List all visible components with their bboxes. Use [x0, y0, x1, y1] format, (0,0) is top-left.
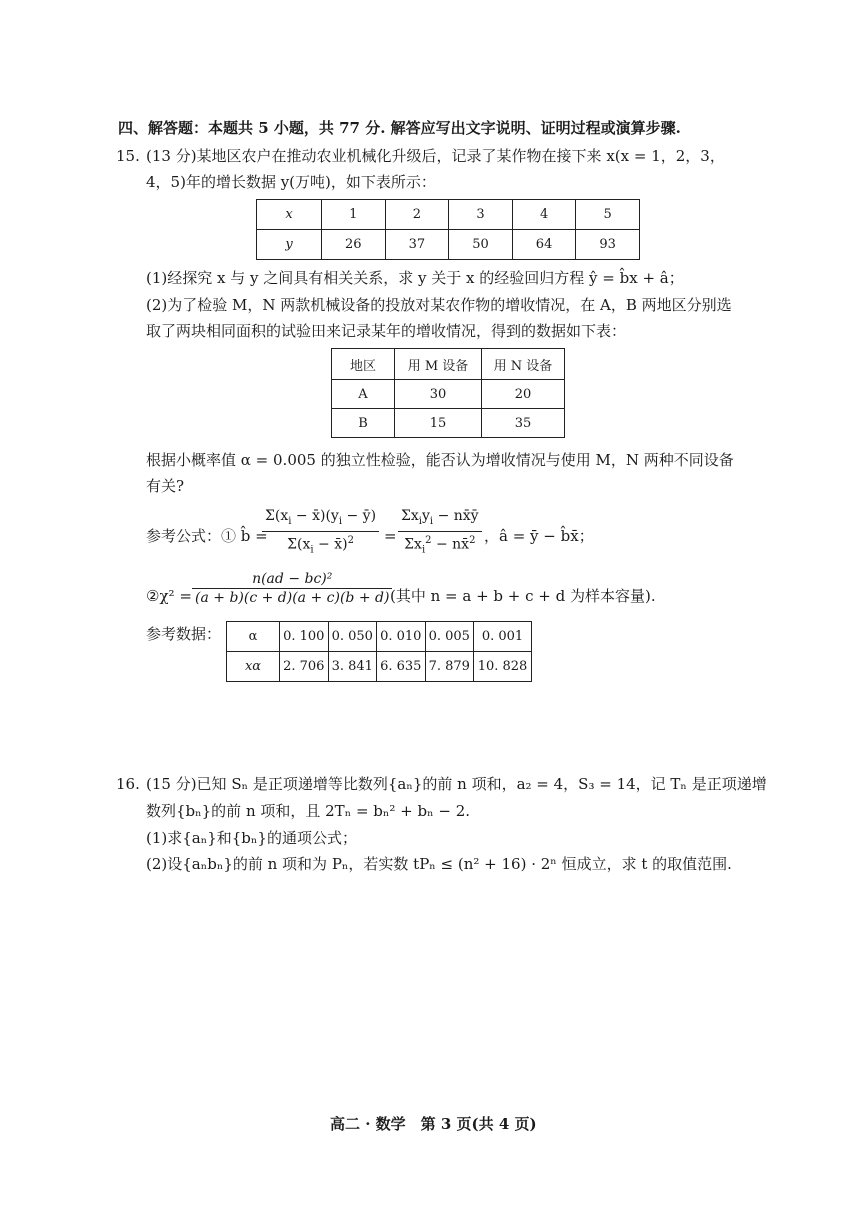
table-cell: 7. 879: [425, 652, 474, 682]
table-row: [227, 652, 532, 682]
table-row: [332, 409, 565, 438]
table-header-cell: 地区: [332, 349, 395, 380]
q15-question-line2: 有关?: [146, 477, 185, 495]
q15-line1: (13 分)某地区农户在推动农业机械化升级后，记录了某作物在接下来 x(x = 1，2，3，: [146, 147, 725, 165]
q15-question-line1: 根据小概率值 α = 0.005 的独立性检验，能否认为增收情况与使用 M，N 两种不同设备: [146, 451, 734, 469]
table-cell: 15: [395, 409, 482, 438]
table-cell: 93: [576, 230, 640, 260]
section-header: 四、解答题：本题共 5 小题，共 77 分. 解答应写出文字说明、证明过程或演算步骤.: [118, 119, 681, 137]
table-cell: 4: [512, 200, 576, 230]
table-cell: 50: [449, 230, 513, 260]
table-cell: 20: [482, 380, 565, 409]
table-header-cell: 用 N 设备: [482, 349, 565, 380]
table-cell: 10. 828: [474, 652, 532, 682]
chi-square-fraction: [192, 570, 392, 607]
table-cell: 0. 100: [280, 622, 329, 652]
page-footer: 高二 · 数学 第 3 页(共 4 页): [330, 1115, 537, 1133]
q16-line2: 数列{bₙ}的前 n 项和，且 2Tₙ = bₙ² + bₙ − 2.: [146, 802, 471, 820]
table-cell: 0. 005: [425, 622, 474, 652]
equipment-table: [331, 348, 565, 438]
table-cell: 30: [395, 380, 482, 409]
table-row: [257, 230, 640, 260]
table-row: [332, 349, 565, 380]
q16-number: 16.: [116, 775, 140, 793]
table-cell: 0. 001: [474, 622, 532, 652]
formula2-label: ②χ² =: [146, 587, 192, 605]
growth-data-table: [256, 199, 640, 260]
table-cell: 35: [482, 409, 565, 438]
table-cell: 0. 010: [377, 622, 426, 652]
q16-part2: (2)设{aₙbₙ}的前 n 项和为 Pₙ，若实数 tPₙ ≤ (n² + 16) · 2ⁿ 恒成立，求 t 的取值范围.: [146, 855, 732, 873]
table-cell: 37: [385, 230, 449, 260]
formula-a-hat: ，â = ȳ − b̂x̄；: [484, 527, 594, 545]
table-cell: y: [257, 230, 322, 260]
table-cell: xα: [227, 652, 280, 682]
reference-data-label: 参考数据：: [146, 625, 222, 643]
table-row: [332, 380, 565, 409]
table-cell: α: [227, 622, 280, 652]
table-header-cell: 用 M 设备: [395, 349, 482, 380]
table-cell: B: [332, 409, 395, 438]
q15-number: 15.: [116, 147, 140, 165]
equals-sign: =: [384, 527, 397, 545]
q15-part2-line1: (2)为了检验 M，N 两款机械设备的投放对某农作物的增收情况，在 A，B 两地区分别选: [146, 296, 732, 314]
chi-square-denominator: (a + b)(c + d)(a + c)(b + d): [195, 590, 390, 606]
chi-square-numerator: n(ad − bc)²: [192, 570, 392, 589]
table-row: [227, 622, 532, 652]
formula-label: 参考公式：① b̂ =: [146, 527, 268, 545]
table-cell: 3. 841: [328, 652, 377, 682]
formula-b-fraction-2: $\frac{\Sigma x_iy_i - nx̄ȳ}{\Sigma x_i^2 - nx̄^2}$: [398, 507, 482, 559]
formula-b-fraction-1: $\frac{\Sigma(x_i - x̄)(y_i - ȳ)}{\Sigma(x_i - x̄)^2}$: [262, 507, 379, 559]
table-cell: 2: [385, 200, 449, 230]
table-cell: A: [332, 380, 395, 409]
table-cell: 64: [512, 230, 576, 260]
table-cell: 3: [449, 200, 513, 230]
table-cell: 26: [322, 230, 386, 260]
table-cell: 5: [576, 200, 640, 230]
table-row: [257, 200, 640, 230]
table-cell: 1: [322, 200, 386, 230]
formula2-note: (其中 n = a + b + c + d 为样本容量).: [390, 587, 656, 605]
table-cell: 0. 050: [328, 622, 377, 652]
critical-value-table: [226, 621, 532, 682]
q15-part2-line2: 取了两块相同面积的试验田来记录某年的增收情况，得到的数据如下表：: [146, 322, 627, 340]
q15-part1: (1)经探究 x 与 y 之间具有相关关系，求 y 关于 x 的经验回归方程 ŷ = b̂x + â；: [146, 269, 684, 287]
q15-line2: 4，5)年的增长数据 y(万吨)，如下表所示：: [146, 173, 436, 191]
q16-part1: (1)求{aₙ}和{bₙ}的通项公式；: [146, 829, 357, 847]
table-cell: 6. 635: [377, 652, 426, 682]
q16-line1: (15 分)已知 Sₙ 是正项递增等比数列{aₙ}的前 n 项和，a₂ = 4，S₃ = 14，记 Tₙ 是正项递增: [146, 775, 767, 793]
table-cell: 2. 706: [280, 652, 329, 682]
table-cell: x: [257, 200, 322, 230]
